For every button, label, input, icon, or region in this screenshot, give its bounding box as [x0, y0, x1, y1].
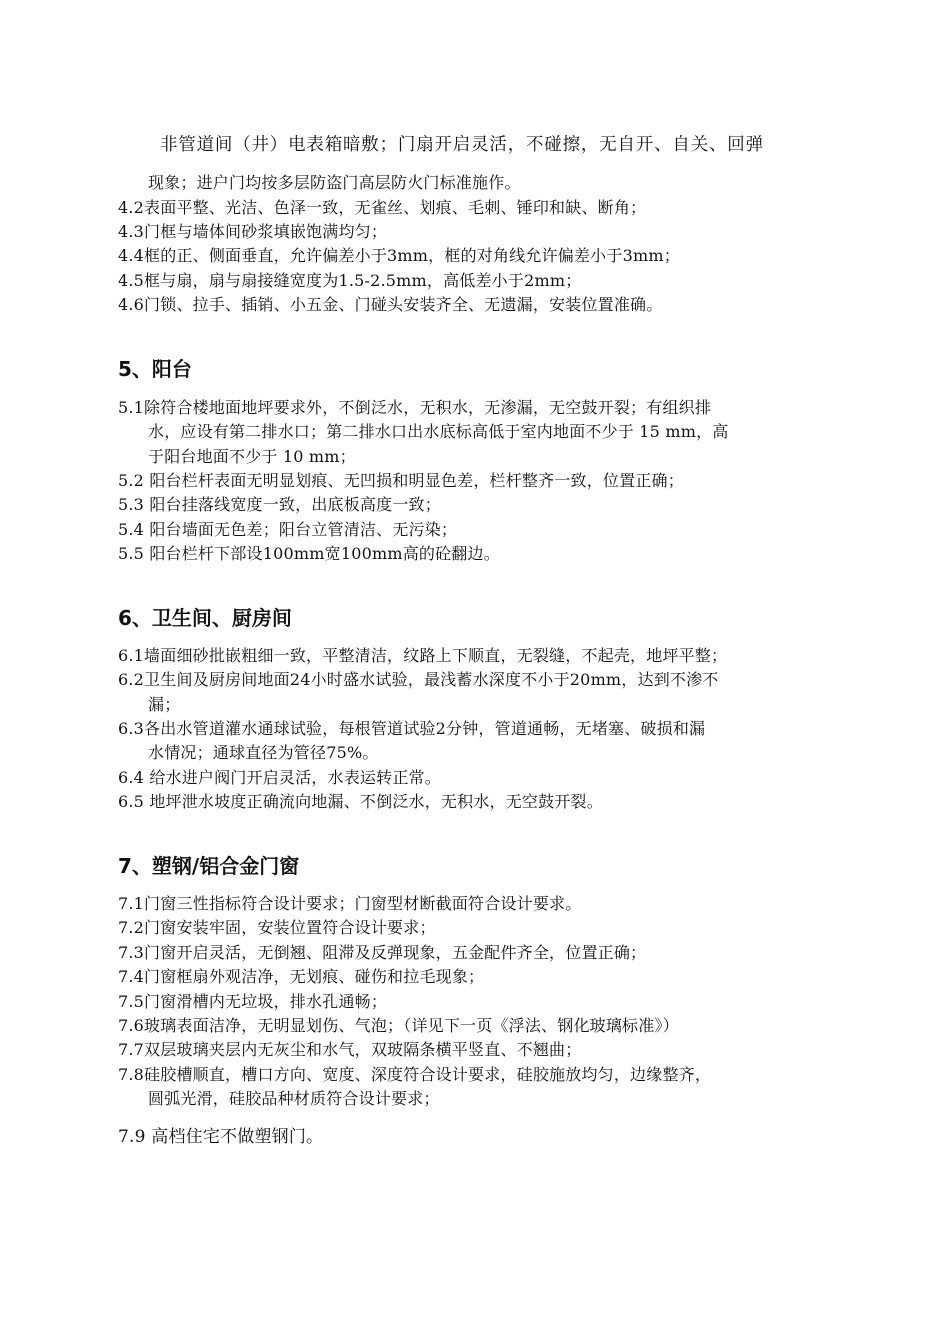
section-heading-bathroom-kitchen: 6、卫生间、厨房间: [118, 606, 292, 630]
sec5-item-5-3: 5.3 阳台挂落线宽度一致，出底板高度一致；: [118, 495, 441, 514]
sec7-item-7-9: 7.9 高档住宅不做塑钢门。: [118, 1127, 324, 1147]
sec5-item-5-2: 5.2 阳台栏杆表面无明显划痕、无凹损和明显色差，栏杆整齐一致，位置正确；: [118, 471, 684, 490]
sec7-item-7-8-line-1: 7.8硅胶槽顺直，槽口方向、宽度、深度符合设计要求，硅胶施放均匀，边缘整齐，: [118, 1065, 712, 1084]
sec7-item-7-4: 7.4门窗框扇外观洁净，无划痕、碰伤和拉毛现象；: [118, 967, 485, 986]
sec6-item-6-5: 6.5 地坪泄水坡度正确流向地漏、不倒泛水，无积水，无空鼓开裂。: [118, 792, 603, 811]
sec7-item-7-1: 7.1门窗三性指标符合设计要求；门窗型材断截面符合设计要求。: [118, 894, 582, 913]
sec7-item-7-3: 7.3门窗开启灵活，无倒翘、阻滞及反弹现象，五金配件齐全，位置正确；: [118, 943, 647, 962]
sec4-continuation-line-2: 现象；进户门均按多层防盗门高层防火门标准施作。: [148, 173, 521, 192]
sec5-item-5-1-line-3: 于阳台地面不少于 10 mm；: [148, 447, 356, 466]
sec6-item-6-1: 6.1墙面细砂批嵌粗细一致，平整清洁，纹路上下顺直，无裂缝，不起壳，地坪平整；: [118, 646, 728, 665]
sec4-item-4-5: 4.5框与扇，扇与扇接缝宽度为1.5-2.5mm，高低差小于2mm；: [118, 271, 582, 290]
sec7-item-7-2: 7.2门窗安装牢固，安装位置符合设计要求；: [118, 918, 436, 937]
sec5-item-5-1-line-2: 水，应设有第二排水口；第二排水口出水底标高低于室内地面不少于 15 mm，高: [148, 422, 729, 441]
sec4-item-4-6: 4.6门锁、拉手、插销、小五金、门碰头安装齐全、无遗漏，安装位置准确。: [118, 295, 663, 314]
sec6-item-6-4: 6.4 给水进户阀门开启灵活，水表运转正常。: [118, 768, 441, 787]
sec5-item-5-4: 5.4 阳台墙面无色差；阳台立管清洁、无污染；: [118, 520, 458, 539]
sec7-item-7-5: 7.5门窗滑槽内无垃圾，排水孔通畅；: [118, 992, 388, 1011]
sec6-item-6-2-line-2: 漏；: [148, 695, 181, 714]
sec6-item-6-3-line-2: 水情况；通球直径为管径75%。: [148, 743, 379, 762]
sec7-item-7-7: 7.7双层玻璃夹层内无灰尘和水气，双玻隔条横平竖直、不翘曲；: [118, 1040, 582, 1059]
sec7-item-7-8-line-2: 圆弧光滑，硅胶品种材质符合设计要求；: [148, 1089, 440, 1108]
sec6-item-6-2-line-1: 6.2卫生间及厨房间地面24小时盛水试验，最浅蓄水深度不小于20mm，达到不渗不: [118, 670, 719, 689]
section-heading-balcony: 5、阳台: [118, 357, 192, 381]
sec4-continuation-line-1: 非管道间（井）电表箱暗敷；门扇开启灵活，不碰擦，无自开、自关、回弹: [160, 135, 764, 155]
section-heading-windows-doors: 7、塑钢/铝合金门窗: [118, 854, 300, 878]
sec4-item-4-3: 4.3门框与墙体间砂浆填嵌饱满均匀；: [118, 222, 388, 241]
sec4-item-4-2: 4.2表面平整、光洁、色泽一致，无雀丝、划痕、毛刺、锤印和缺、断角；: [118, 198, 647, 217]
sec6-item-6-3-line-1: 6.3各出水管道灌水通球试验，每根管道试验2分钟，管道通畅，无堵塞、破损和漏: [118, 719, 706, 738]
sec4-item-4-4: 4.4框的正、侧面垂直，允许偏差小于3mm，框的对角线允许偏差小于3mm；: [118, 246, 680, 265]
sec7-item-7-6: 7.6玻璃表面洁净，无明显划伤、气泡；（详见下一页《浮法、钢化玻璃标准》）: [118, 1016, 679, 1035]
sec5-item-5-1-line-1: 5.1除符合楼地面地坪要求外，不倒泛水，无积水，无渗漏，无空鼓开裂；有组织排: [118, 398, 712, 417]
sec5-item-5-5: 5.5 阳台栏杆下部设100mm宽100mm高的砼翻边。: [118, 544, 500, 563]
